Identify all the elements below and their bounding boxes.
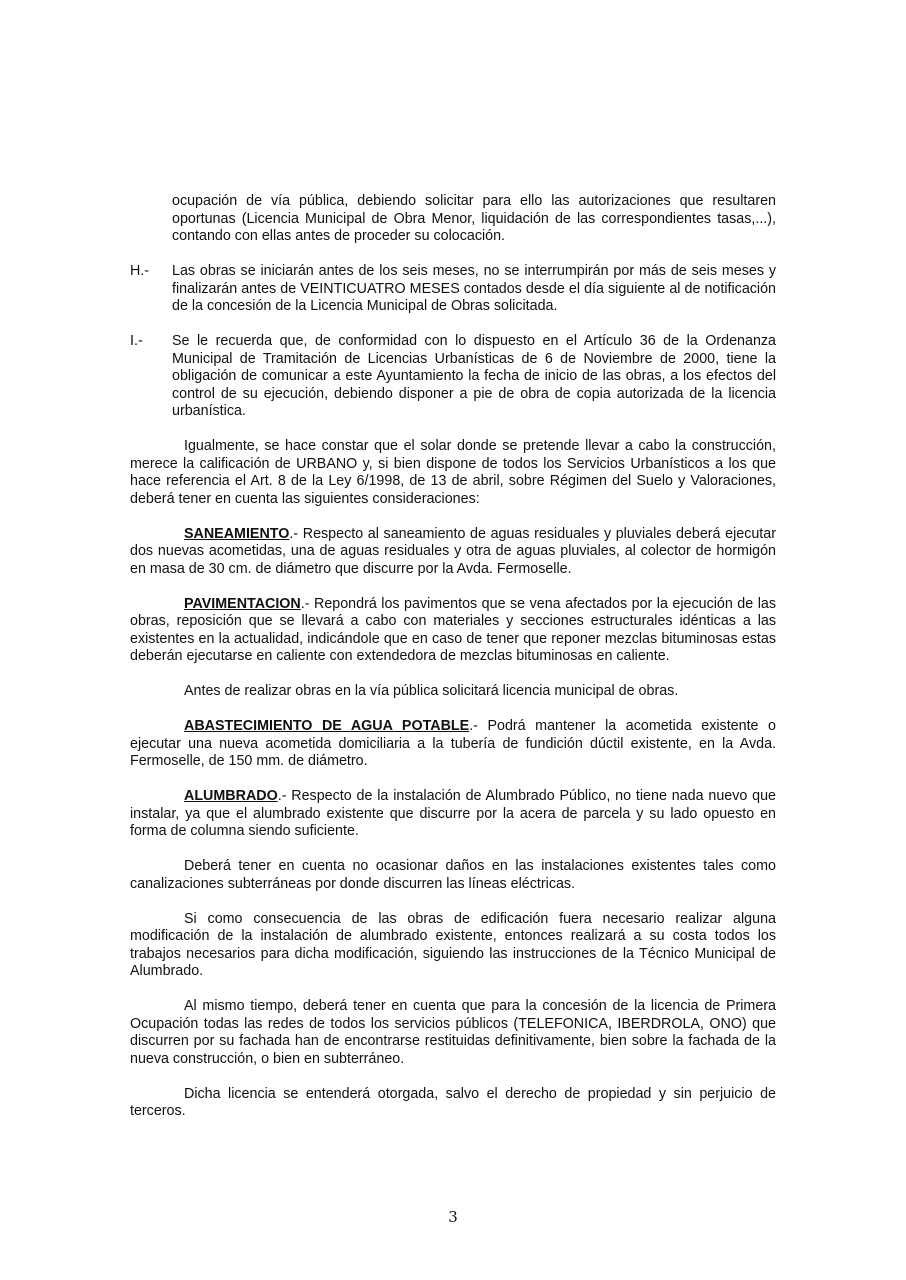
paragraph-dicha-licencia: Dicha licencia se entenderá otorgada, salvo el derecho de propiedad y sin perjuicio de terceros. [130, 1085, 776, 1119]
pavimentacion-text: .- Repondrá los pavimentos que se vena afectados por la ejecución de las obras, reposición que se llevará a cabo con materiales y secciones estructurales idénticas a las existentes en la actualidad, indicándole que en caso de tener que reponer mezclas bituminosas estas deberán ejecutarse en caliente con extendedora de mezclas bituminosas en caliente. [130, 595, 776, 664]
paragraph-abastecimiento [130, 718, 776, 771]
alumbrado-text: .- Respecto de la instalación de Alumbrado Público, no tiene nada nuevo que instalar, ya que el alumbrado existente que discurre por la acera de parcela y su lado opuesto en forma de columna siendo suficiente. [130, 788, 776, 839]
list-marker-h: H.- [130, 263, 150, 279]
list-marker-i: I.- [130, 333, 143, 349]
paragraph-debera: Deberá tener en cuenta no ocasionar daños en las instalaciones existentes tales como canalizaciones subterráneas por donde discurren las líneas eléctricas. [130, 858, 776, 892]
heading-alumbrado: ALUMBRADO [184, 788, 278, 804]
paragraph-alumbrado [130, 788, 776, 841]
list-item-i [130, 333, 776, 421]
paragraph-pavimentacion [130, 596, 776, 666]
paragraph-si-como: Si como consecuencia de las obras de edificación fuera necesario realizar alguna modificación de la instalación de alumbrado existente, entonces realizará a su costa todos los trabajos necesarios para dicha modificación, siguiendo las instrucciones de la Técnico Municipal de Alumbrado. [130, 910, 776, 979]
paragraph-ordenanza: Se le recuerda que, de conformidad con lo dispuesto en el Artículo 36 de la Ordenanza Municipal de Tramitación de Licencias Urbanísticas de 6 de Noviembre de 2000, tiene la obligación de comunicar a este Ayuntamiento la fecha de inicio de las obras, a los efectos del control de su ejecución, debiendo disponer a pie de obra de copia autorizada de la licencia urbanística. [172, 333, 776, 419]
paragraph-saneamiento [130, 526, 776, 579]
paragraph-plazos-obras: Las obras se iniciarán antes de los seis meses, no se interrumpirán por más de seis meses y finalizarán antes de VEINTICUATRO MESES contados desde el día siguiente al de notificación de la concesión de la Licencia Municipal de Obras solicitada. [172, 263, 776, 314]
list-item-h [130, 263, 776, 316]
paragraph-antes: Antes de realizar obras en la vía pública solicitará licencia municipal de obras. [184, 683, 679, 699]
paragraph-via-publica: ocupación de vía pública, debiendo solicitar para ello las autorizaciones que resultaren oportunas (Licencia Municipal de Obra Menor, liquidación de las correspondientes tasas,...), contando con ellas antes de proceder su colocación. [172, 193, 776, 244]
heading-abastecimiento: ABASTECIMIENTO DE AGUA POTABLE [184, 718, 470, 734]
document-body [130, 193, 776, 1121]
heading-saneamiento: SANEAMIENTO [184, 525, 290, 542]
heading-pavimentacion: PAVIMENTACION [184, 595, 301, 612]
paragraph-igualmente: Igualmente, se hace constar que el solar donde se pretende llevar a cabo la construcción, merece la calificación de URBANO y, si bien dispone de todos los Servicios Urbanísticos a los que hace referencia el Art. 8 de la Ley 6/1998, de 13 de abril, sobre Régimen del Suelo y Valoraciones, deberá tener en cuenta las siguientes consideraciones: [130, 438, 776, 507]
saneamiento-text: .- Respecto al saneamiento de aguas residuales y pluviales deberá ejecutar dos nuevas acometidas, una de aguas residuales y otra de aguas pluviales, al colector de hormigón en masa de 30 cm. de diámetro que discurre por la Avda. Fermoselle. [130, 525, 776, 577]
page-number: 3 [448, 1208, 458, 1226]
abastecimiento-text: .- Podrá mantener la acometida existente o ejecutar una nueva acometida domiciliaria a la tubería de fundición dúctil existente, en la Avda. Fermoselle, de 150 mm. de diámetro. [130, 718, 776, 769]
paragraph-al-mismo-tiempo: Al mismo tiempo, deberá tener en cuenta que para la concesión de la licencia de Primera Ocupación todas las redes de todos los servicios públicos (TELEFONICA, IBERDROLA, ONO) que discurren por su fachada han de encontrarse restituidas definitivamente, bien sobre la fachada de la nueva construcción, o bien en subterráneo. [130, 998, 776, 1067]
